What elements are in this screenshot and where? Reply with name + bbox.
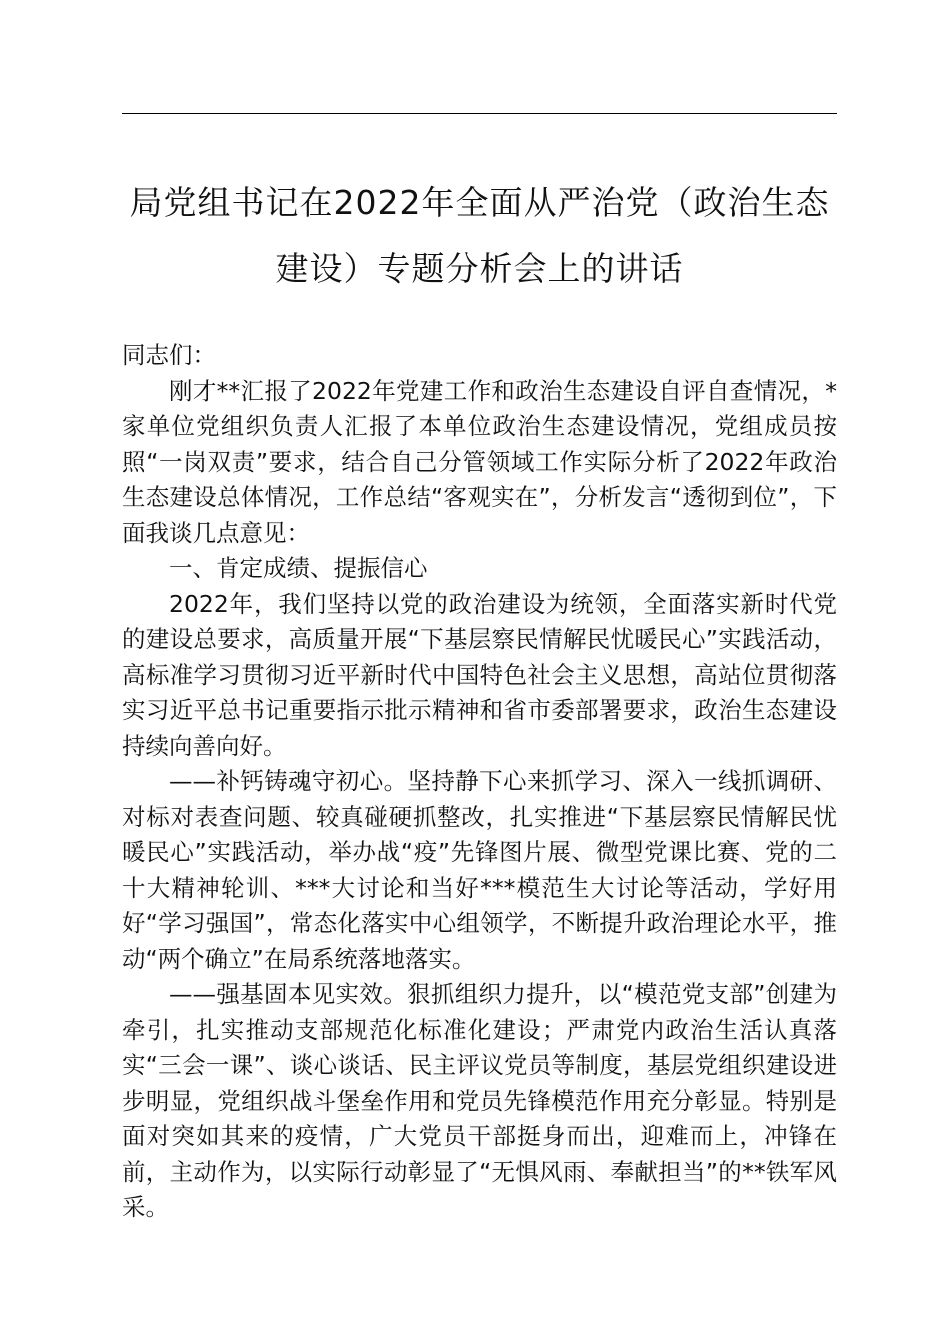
paragraph-summary: 2022年，我们坚持以党的政治建设为统领，全面落实新时代党的建设总要求，高质量开展“下基层察民情解民忧暖民心”实践活动，高标准学习贯彻习近平新时代中国特色社会主义思想，高站位贯彻落实习近平总书记重要指示批示精神和省市委部署要求，政治生态建设持续向善向好。	[122, 589, 837, 760]
paragraph-intro: 刚才**汇报了2022年党建工作和政治生态建设自评自查情况，*家单位党组织负责人汇报了本单位政治生态建设情况，党组成员按照“一岗双责”要求，结合自己分管领域工作实际分析了2022年政治生态建设总体情况，工作总结“客观实在”，分析发言“透彻到位”，下面我谈几点意见：	[122, 376, 837, 547]
paragraph-point-1: ——补钙铸魂守初心。坚持静下心来抓学习、深入一线抓调研、对标对表查问题、较真碰硬抓整改，扎实推进“下基层察民情解民忧暖民心”实践活动，举办战“疫”先锋图片展、微型党课比赛、党的二十大精神轮训、***大讨论和当好***模范生大讨论等活动，学好用好“学习强国”，常态化落实中心组领学，不断提升政治理论水平，推动“两个确立”在局系统落地落实。	[122, 767, 837, 973]
document-body	[122, 338, 837, 1226]
header-rule	[122, 113, 837, 114]
salutation: 同志们：	[122, 341, 216, 369]
section-heading-1: 一、肯定成绩、提振信心	[169, 554, 428, 582]
paragraph-point-2: ——强基固本见实效。狠抓组织力提升，以“模范党支部”创建为牵引，扎实推动支部规范化标准化建设；严肃党内政治生活认真落实“三会一课”、谈心谈话、民主评议党员等制度，基层党组织建设进步明显，党组织战斗堡垒作用和党员先锋模范作用充分彰显。特别是面对突如其来的疫情，广大党员干部挺身而出，迎难而上，冲锋在前，主动作为，以实际行动彰显了“无惧风雨、奉献担当”的**铁军风采。	[122, 980, 837, 1221]
document-title: 局党组书记在2022年全面从严治党（政治生态建设）专题分析会上的讲话	[129, 183, 830, 288]
